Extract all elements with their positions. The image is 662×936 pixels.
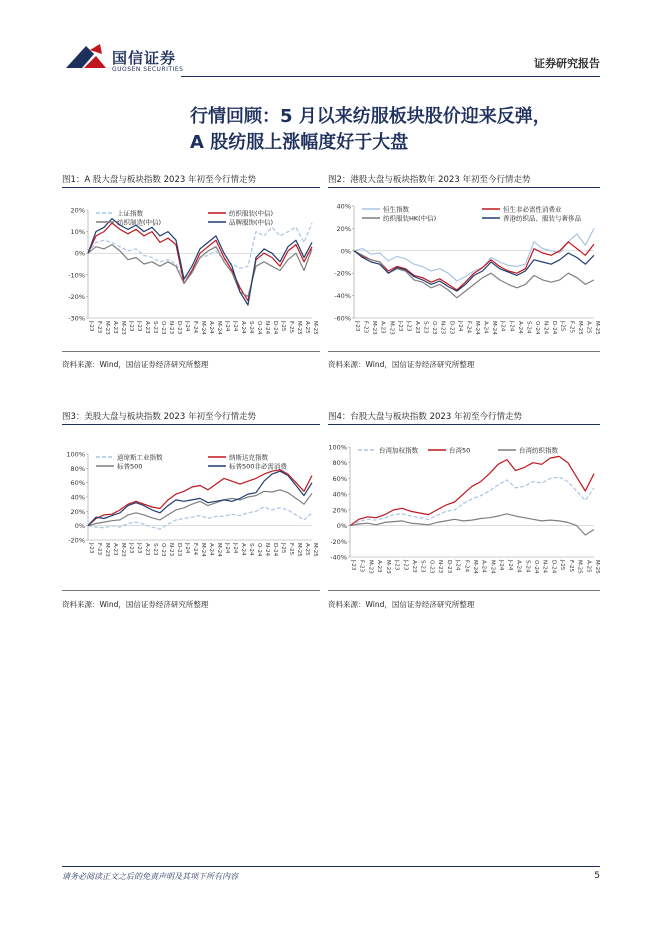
y-tick-label: 0% (74, 249, 85, 258)
x-tick-label: J-24 (232, 543, 238, 554)
guosen-logo-icon (64, 42, 108, 72)
y-tick-label: -60% (334, 314, 351, 323)
x-tick-label: J-24 (506, 560, 513, 571)
x-tick-label: M-24 (216, 543, 222, 557)
figure-4-bottom-rule (328, 590, 600, 591)
x-tick-label: M-25 (594, 321, 600, 335)
footer-disclaimer: 请务必阅读正文之后的免责声明及其项下所有内容 (62, 872, 238, 881)
figure-1-bottom-rule (62, 351, 320, 352)
x-tick-label: O-24 (256, 321, 262, 335)
x-tick-label: F-24 (465, 321, 472, 334)
x-tick-label: A-23 (112, 321, 118, 334)
x-tick-label: J-24 (224, 321, 230, 332)
x-tick-label: J-25 (559, 321, 566, 332)
x-tick-label: S-23 (419, 560, 426, 573)
x-tick-label: J-23 (354, 321, 360, 332)
x-tick-label: F-24 (192, 543, 198, 556)
section-title (190, 104, 610, 156)
x-tick-label: N-24 (264, 321, 270, 335)
series-line (88, 471, 312, 526)
x-tick-label: J-24 (232, 321, 238, 332)
y-tick-label: 0% (340, 247, 351, 256)
figure-1-top-rule (62, 187, 320, 188)
x-tick-label: J-24 (454, 560, 461, 571)
figure-2-top-rule (328, 187, 600, 188)
y-tick-label: -30% (68, 314, 85, 323)
x-tick-label: O-24 (533, 560, 539, 574)
x-tick-label: M-25 (312, 543, 318, 557)
series-line (88, 223, 312, 279)
x-tick-label: N-24 (542, 321, 549, 335)
x-tick-label: F-24 (192, 321, 198, 334)
x-tick-label: A-24 (208, 543, 214, 556)
x-tick-label: O-23 (160, 321, 166, 335)
y-tick-label: 40% (332, 490, 347, 499)
x-tick-label: A-23 (144, 543, 150, 556)
x-tick-label: M-23 (384, 560, 391, 574)
y-tick-label: 60% (332, 474, 347, 483)
x-tick-label: S-24 (525, 321, 532, 334)
x-tick-label: M-24 (472, 560, 478, 574)
legend-label: 恒生非必需性消费业 (503, 205, 562, 214)
series-line (88, 245, 312, 297)
legend-label: 标普500 (117, 462, 143, 471)
footer-divider (62, 866, 600, 867)
legend-label: 恒生指数 (383, 205, 409, 214)
x-tick-label: J-25 (559, 560, 566, 571)
legend-label: 标普500非必需消费 (229, 462, 287, 471)
x-tick-label: A-23 (411, 560, 417, 573)
x-tick-label: M-25 (594, 560, 600, 574)
x-tick-label: J-23 (402, 560, 409, 571)
x-tick-label: F-25 (568, 321, 575, 334)
figure-3-bottom-rule (62, 590, 320, 591)
x-tick-label: J-23 (405, 321, 412, 332)
x-tick-label: M-24 (489, 560, 496, 574)
y-tick-label: 100% (328, 443, 347, 452)
chart-tw-share (328, 437, 600, 583)
y-tick-label: 100% (66, 450, 85, 459)
x-tick-label: S-24 (248, 321, 254, 334)
x-tick-label: A-23 (144, 321, 150, 334)
x-tick-label: D-23 (448, 321, 455, 335)
y-tick-label: 60% (70, 479, 85, 488)
x-tick-label: M-25 (576, 321, 583, 335)
y-tick-label: 40% (70, 493, 85, 502)
chart-a-share (62, 192, 320, 344)
x-tick-label: A-24 (482, 321, 489, 334)
x-tick-label: D-23 (176, 543, 182, 557)
x-tick-label: M-24 (200, 543, 206, 557)
y-tick-label: 0% (336, 522, 347, 531)
figure-1-source: 资料来源：Wind，国信证券经济研究所整理 (62, 360, 209, 369)
figure-2-source: 资料来源：Wind，国信证券经济研究所整理 (328, 360, 475, 369)
x-tick-label: S-23 (422, 321, 429, 334)
x-tick-label: N-23 (439, 321, 446, 335)
x-tick-label: D-24 (272, 321, 278, 335)
x-tick-label: N-23 (168, 321, 174, 335)
x-tick-label: A-24 (240, 321, 246, 334)
legend-label: 台湾加权指数 (379, 446, 418, 455)
y-tick-label: -40% (334, 292, 351, 301)
x-tick-label: J-25 (280, 321, 286, 332)
y-tick-label: 40% (336, 202, 351, 211)
figure-4-top-rule (328, 424, 600, 425)
x-tick-label: M-23 (367, 560, 374, 574)
x-tick-label: O-24 (256, 543, 262, 557)
y-tick-label: -40% (330, 553, 347, 562)
legend-label: 纺织服装(中信) (229, 209, 274, 218)
x-tick-label: F-25 (288, 321, 294, 334)
series-line (350, 477, 594, 526)
x-tick-label: J-24 (498, 560, 505, 571)
figure-4-title: 图4：台股大盘与板块指数 2023 年初至今行情走势 (328, 412, 522, 422)
x-tick-label: J-25 (280, 543, 286, 554)
legend-label: 纺织制造(中信) (117, 218, 162, 227)
x-tick-label: J-24 (499, 321, 506, 332)
y-tick-label: 10% (70, 228, 85, 237)
y-tick-label: 20% (70, 507, 85, 516)
page-number: 5 (594, 871, 600, 881)
x-tick-label: J-23 (396, 321, 403, 332)
y-tick-label: 80% (70, 464, 85, 473)
x-tick-label: J-24 (224, 543, 230, 554)
series-line (88, 470, 312, 526)
legend-label: 品牌服饰(中信) (229, 218, 274, 227)
x-tick-label: O-23 (160, 543, 166, 557)
x-tick-label: J-23 (88, 321, 94, 332)
x-tick-label: A-25 (304, 543, 310, 556)
legend-label: 台湾纺织指数 (519, 446, 558, 455)
x-tick-label: A-23 (376, 560, 383, 573)
series-line (88, 507, 312, 529)
x-tick-label: S-23 (152, 543, 158, 556)
x-tick-label: M-25 (296, 543, 302, 557)
figure-3-source: 资料来源：Wind，国信证券经济研究所整理 (62, 600, 209, 609)
series-line (350, 456, 594, 525)
x-tick-label: M-23 (388, 321, 395, 335)
figure-4-source: 资料来源：Wind，国信证券经济研究所整理 (328, 600, 475, 609)
x-tick-label: M-25 (576, 560, 583, 574)
x-tick-label: M-23 (371, 321, 378, 335)
x-tick-label: J-24 (508, 321, 515, 332)
x-tick-label: J-23 (393, 560, 400, 571)
x-tick-label: O-23 (428, 560, 435, 574)
x-tick-label: F-25 (288, 543, 294, 556)
x-tick-label: M-25 (312, 321, 318, 335)
x-tick-label: M-23 (120, 321, 126, 335)
figure-3-top-rule (62, 424, 320, 425)
series-line (88, 219, 312, 305)
x-tick-label: A-23 (414, 321, 420, 334)
x-tick-label: D-23 (445, 560, 452, 574)
x-tick-label: J-24 (456, 321, 463, 332)
x-tick-label: J-23 (350, 560, 356, 571)
y-tick-label: 20% (332, 506, 347, 515)
x-tick-label: S-24 (524, 560, 531, 573)
report-type-label: 证券研究报告 (534, 57, 600, 70)
x-tick-label: M-23 (120, 543, 126, 557)
x-tick-label: O-24 (534, 321, 540, 335)
x-tick-label: O-23 (431, 321, 438, 335)
x-tick-label: A-24 (516, 321, 523, 334)
y-tick-label: 0% (74, 522, 85, 531)
page-header (0, 0, 662, 80)
y-tick-label: 20% (336, 224, 351, 233)
y-tick-label: -20% (68, 536, 85, 545)
x-tick-label: D-24 (550, 560, 557, 574)
chart-hk-share (328, 192, 600, 344)
x-tick-label: F-23 (362, 321, 369, 334)
x-tick-label: D-24 (551, 321, 558, 335)
header-divider (181, 76, 600, 77)
x-tick-label: J-24 (184, 543, 190, 554)
figure-1-title: 图1：A 股大盘与板块指数 2023 年初至今行情走势 (62, 175, 256, 185)
legend-label: 香港纺织品、服装与奢侈品 (503, 214, 581, 223)
series-line (354, 242, 594, 290)
figure-3-title: 图3：美股大盘与板块指数 2023 年初至今行情走势 (62, 412, 256, 422)
x-tick-label: J-24 (184, 321, 190, 332)
x-tick-label: N-23 (168, 543, 174, 557)
x-tick-label: M-24 (474, 321, 480, 335)
x-tick-label: D-23 (176, 321, 182, 335)
logo-chinese: 国信证券 (112, 49, 177, 67)
x-tick-label: F-23 (358, 560, 365, 573)
x-tick-label: F-25 (567, 560, 574, 573)
x-tick-label: J-23 (136, 321, 142, 332)
logo-english: GUOSEN SECURITIES (112, 66, 184, 73)
x-tick-label: A-23 (379, 321, 386, 334)
x-tick-label: S-24 (248, 543, 254, 556)
x-tick-label: N-24 (541, 560, 548, 574)
x-tick-label: J-23 (128, 543, 134, 554)
legend-label: 纺织服装HK(中信) (383, 214, 437, 223)
x-tick-label: N-23 (437, 560, 444, 574)
y-tick-label: -20% (334, 269, 351, 278)
x-tick-label: M-24 (491, 321, 498, 335)
x-tick-label: A-25 (304, 321, 310, 334)
figure-2-title: 图2：港股大盘与板块指数年 2023 年初至今行情走势 (328, 175, 531, 185)
series-line (354, 251, 594, 298)
x-tick-label: J-23 (136, 543, 142, 554)
x-tick-label: A-25 (585, 321, 592, 334)
x-tick-label: D-24 (272, 543, 278, 557)
x-tick-label: M-23 (104, 543, 110, 557)
x-tick-label: F-23 (96, 543, 102, 556)
x-tick-label: J-23 (128, 321, 134, 332)
legend-label: 上证指数 (117, 209, 143, 218)
legend-label: 台湾50 (449, 446, 471, 455)
x-tick-label: N-24 (264, 543, 270, 557)
x-tick-label: A-23 (112, 543, 118, 556)
x-tick-label: F-23 (96, 321, 102, 334)
x-tick-label: A-25 (585, 560, 592, 573)
x-tick-label: J-23 (88, 543, 94, 554)
y-tick-label: 20% (70, 206, 85, 215)
y-tick-label: 80% (332, 459, 347, 468)
x-tick-label: F-24 (463, 560, 470, 573)
chart-us-share (62, 442, 320, 582)
section-title-line-2: A 股纺服上涨幅度好于大盘 (190, 132, 409, 153)
y-tick-label: -20% (68, 292, 85, 301)
legend-label: 纳斯达克指数 (229, 453, 268, 462)
y-tick-label: -20% (330, 537, 347, 546)
y-tick-label: -10% (68, 271, 85, 280)
x-tick-label: M-24 (200, 321, 206, 335)
section-title-line-1: 行情回顾：5 月以来纺服板块股价迎来反弹， (190, 106, 551, 127)
legend-label: 道琼斯工业指数 (117, 453, 163, 462)
x-tick-label: A-24 (240, 543, 246, 556)
x-tick-label: A-24 (480, 560, 487, 573)
x-tick-label: M-23 (104, 321, 110, 335)
x-tick-label: M-25 (296, 321, 302, 335)
x-tick-label: M-24 (216, 321, 222, 335)
x-tick-label: A-24 (515, 560, 522, 573)
figure-2-bottom-rule (328, 351, 600, 352)
x-tick-label: S-23 (152, 321, 158, 334)
x-tick-label: A-24 (208, 321, 214, 334)
